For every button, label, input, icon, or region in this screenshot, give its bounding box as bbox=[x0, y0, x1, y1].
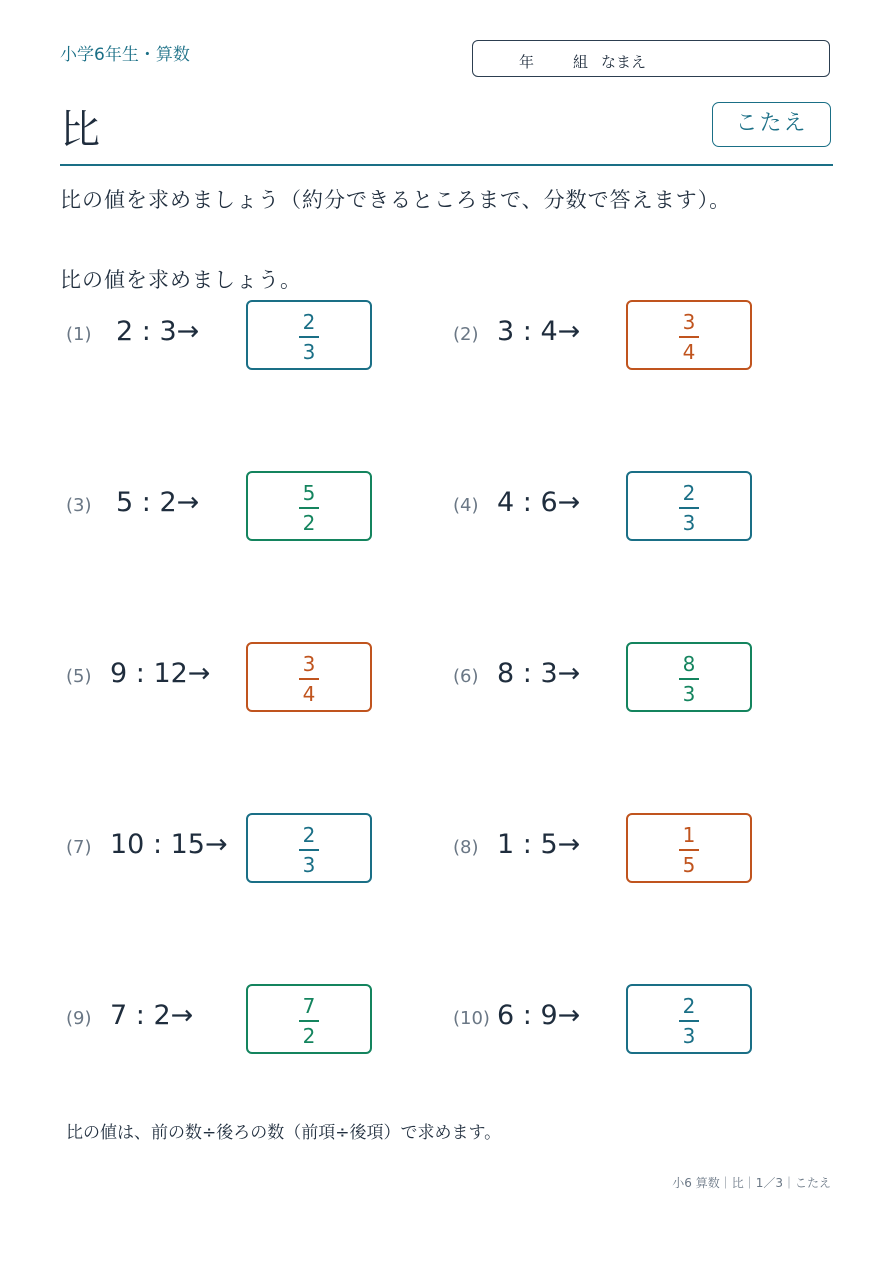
answer-box bbox=[626, 642, 752, 712]
problem-ratio: 9 : 12→ bbox=[110, 658, 211, 689]
problem-item bbox=[453, 984, 813, 1056]
problem-number: (5) bbox=[66, 666, 92, 687]
denominator: 4 bbox=[302, 682, 316, 706]
page-title: 比 bbox=[60, 107, 100, 153]
numerator: 8 bbox=[682, 652, 696, 676]
answer-badge: こたえ bbox=[712, 102, 831, 147]
fraction-bar bbox=[679, 849, 699, 851]
problem-ratio: 10 : 15→ bbox=[110, 829, 228, 860]
denominator: 3 bbox=[682, 1024, 696, 1048]
problem-ratio: 6 : 9→ bbox=[497, 1000, 581, 1031]
numerator: 3 bbox=[302, 652, 316, 676]
numerator: 2 bbox=[302, 823, 316, 847]
numerator: 2 bbox=[302, 310, 316, 334]
problem-item bbox=[453, 300, 813, 372]
problem-ratio: 4 : 6→ bbox=[497, 487, 581, 518]
numerator: 7 bbox=[302, 994, 316, 1018]
answer-fraction bbox=[679, 653, 699, 705]
fraction-bar bbox=[299, 1020, 319, 1022]
answer-fraction bbox=[299, 653, 319, 705]
answer-box bbox=[246, 984, 372, 1054]
answer-fraction bbox=[299, 995, 319, 1047]
problem-item bbox=[66, 984, 426, 1056]
problem-number: (1) bbox=[66, 324, 92, 345]
answer-fraction bbox=[679, 824, 699, 876]
fraction-bar bbox=[679, 1020, 699, 1022]
problem-ratio: 5 : 2→ bbox=[116, 487, 200, 518]
answer-box bbox=[246, 300, 372, 370]
answer-fraction bbox=[679, 311, 699, 363]
problem-item bbox=[66, 300, 426, 372]
fraction-bar bbox=[679, 336, 699, 338]
numerator: 1 bbox=[682, 823, 696, 847]
denominator: 2 bbox=[302, 1024, 316, 1048]
answer-fraction bbox=[679, 482, 699, 534]
problem-item bbox=[66, 471, 426, 543]
answer-box bbox=[626, 471, 752, 541]
problem-ratio: 3 : 4→ bbox=[497, 316, 581, 347]
problem-number: (2) bbox=[453, 324, 479, 345]
fraction-bar bbox=[299, 507, 319, 509]
problem-item bbox=[453, 813, 813, 885]
fraction-bar bbox=[299, 336, 319, 338]
answer-box bbox=[626, 984, 752, 1054]
fraction-bar bbox=[679, 678, 699, 680]
hint-note: 比の値は、前の数÷後ろの数（前項÷後項）で求めます。 bbox=[66, 1123, 502, 1143]
instruction-text: 比の値を求めましょう（約分できるところまで、分数で答えます）。 bbox=[60, 188, 732, 212]
header-divider bbox=[60, 164, 833, 166]
problem-number: (4) bbox=[453, 495, 479, 516]
answer-fraction bbox=[299, 824, 319, 876]
answer-box bbox=[246, 813, 372, 883]
problem-number: (7) bbox=[66, 837, 92, 858]
page-footer: 小6 算数｜比｜1／3｜こたえ bbox=[672, 1176, 831, 1190]
name-label: なまえ bbox=[601, 53, 647, 71]
numerator: 2 bbox=[682, 994, 696, 1018]
problem-number: (8) bbox=[453, 837, 479, 858]
answer-box bbox=[626, 300, 752, 370]
numerator: 5 bbox=[302, 481, 316, 505]
problem-ratio: 1 : 5→ bbox=[497, 829, 581, 860]
problem-item bbox=[453, 471, 813, 543]
section-heading: 比の値を求めましょう。 bbox=[60, 268, 302, 292]
fraction-bar bbox=[679, 507, 699, 509]
denominator: 3 bbox=[302, 853, 316, 877]
denominator: 2 bbox=[302, 511, 316, 535]
answer-box bbox=[246, 471, 372, 541]
problem-item bbox=[66, 642, 426, 714]
answer-fraction bbox=[679, 995, 699, 1047]
denominator: 3 bbox=[682, 682, 696, 706]
class-label: 組 bbox=[573, 53, 589, 71]
problem-number: (3) bbox=[66, 495, 92, 516]
problem-number: (10) bbox=[453, 1008, 490, 1029]
year-label: 年 bbox=[519, 53, 535, 71]
name-box[interactable] bbox=[472, 40, 830, 77]
denominator: 3 bbox=[302, 340, 316, 364]
subject-label: 小学6年生・算数 bbox=[60, 45, 190, 65]
problem-number: (9) bbox=[66, 1008, 92, 1029]
problem-ratio: 7 : 2→ bbox=[110, 1000, 194, 1031]
answer-box bbox=[626, 813, 752, 883]
denominator: 4 bbox=[682, 340, 696, 364]
answer-box bbox=[246, 642, 372, 712]
numerator: 3 bbox=[682, 310, 696, 334]
fraction-bar bbox=[299, 849, 319, 851]
numerator: 2 bbox=[682, 481, 696, 505]
problem-ratio: 8 : 3→ bbox=[497, 658, 581, 689]
denominator: 5 bbox=[682, 853, 696, 877]
answer-fraction bbox=[299, 311, 319, 363]
problem-item bbox=[66, 813, 426, 885]
problem-ratio: 2 : 3→ bbox=[116, 316, 200, 347]
fraction-bar bbox=[299, 678, 319, 680]
problem-number: (6) bbox=[453, 666, 479, 687]
problem-item bbox=[453, 642, 813, 714]
denominator: 3 bbox=[682, 511, 696, 535]
answer-fraction bbox=[299, 482, 319, 534]
